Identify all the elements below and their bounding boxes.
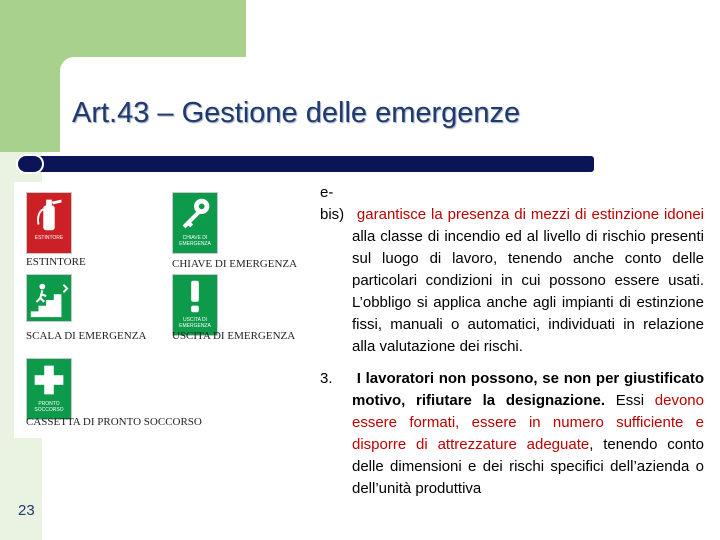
sign-chiave-caption: CHIAVE DI EMERGENZA bbox=[172, 258, 298, 270]
sign-uscita-caption: USCITA DI EMERGENZA bbox=[172, 330, 296, 342]
body-text bbox=[320, 182, 704, 500]
first-aid-cross-icon bbox=[27, 359, 71, 401]
safety-signs-panel bbox=[14, 182, 320, 438]
sign-scala-plate bbox=[26, 274, 72, 322]
sign-pronto-soccorso-plate bbox=[26, 358, 72, 420]
paragraph-3-bold: I lavoratori non possono, se non per giustificato motivo, rifiutare la designazione. bbox=[352, 370, 704, 409]
fire-extinguisher-icon bbox=[27, 193, 71, 235]
sign-estintore-mini: ESTINTORE bbox=[34, 235, 64, 241]
key-icon bbox=[173, 193, 217, 235]
sign-chiave-mini: CHIAVE DI EMERGENZA bbox=[179, 235, 211, 247]
paragraph-3-marker: 3. bbox=[320, 370, 333, 387]
sign-chiave-plate bbox=[172, 192, 218, 254]
paragraph-3 bbox=[320, 368, 704, 500]
title-rule bbox=[18, 156, 594, 172]
paragraph-3-highlight: devono essere formati, essere in numero sufficiente e disporre di attrezzature adeguate bbox=[352, 392, 704, 453]
sign-uscita-mini: USCITA DI EMERGENZA bbox=[179, 317, 211, 329]
sign-estintore-plate bbox=[26, 192, 72, 254]
sign-pronto-soccorso-caption: CASSETTA DI PRONTO SOCCORSO bbox=[26, 416, 202, 428]
sign-estintore-caption: ESTINTORE bbox=[26, 256, 86, 268]
sign-scala-caption: SCALA DI EMERGENZA bbox=[26, 330, 147, 342]
sign-uscita-plate bbox=[172, 274, 218, 336]
slide-title: Art.43 – Gestione delle emergenze bbox=[72, 97, 521, 129]
paragraph-e-bis bbox=[320, 182, 704, 358]
emergency-exit-icon bbox=[173, 275, 217, 317]
paragraph-3-connector: Essi bbox=[605, 392, 655, 409]
paragraph-e-bis-marker: e-bis) bbox=[320, 184, 345, 223]
page-number: 23 bbox=[18, 502, 35, 519]
paragraph-e-bis-text: alla classe di incendio ed al livello di rischio presenti sul luogo di lavoro, tenendo anche conto delle particolari condizioni in cui possono essere usati. L’obbligo si applica anche agli impianti di estinzione fissi, manuali o automatici, individuati in relazione alla valutazione dei rischi. bbox=[352, 228, 704, 355]
title-rule-cap bbox=[18, 156, 42, 172]
paragraph-3-text: , tenendo conto delle dimensioni e dei rischi specifici dell’azienda o dell’unità produttiva bbox=[352, 436, 704, 497]
emergency-stairs-icon bbox=[27, 275, 71, 322]
sign-pronto-soccorso-mini: PRONTO SOCCORSO bbox=[34, 401, 64, 413]
paragraph-e-bis-highlight: garantisce la presenza di mezzi di estinzione idonei bbox=[356, 206, 705, 223]
